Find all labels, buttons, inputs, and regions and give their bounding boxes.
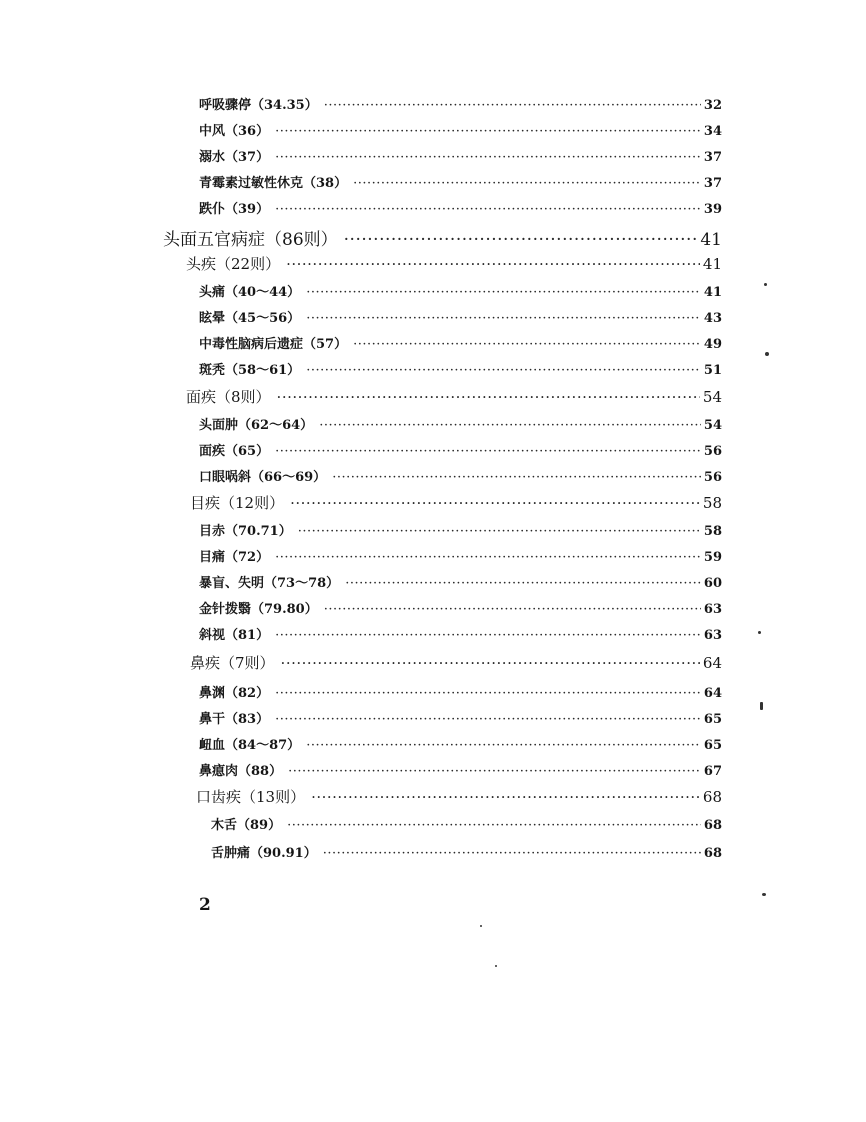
toc-entry-label: 木舌（89）: [211, 818, 282, 833]
toc-entry-label: 口齿疾（13则）: [196, 788, 306, 806]
dot-leader: [306, 738, 701, 753]
toc-entry-page: 56: [703, 444, 722, 459]
toc-entry-label: 鼻瘜肉（88）: [199, 764, 283, 779]
toc-entry-page: 68: [702, 788, 722, 806]
toc-entry-label: 暴盲、失明（73～78）: [199, 576, 340, 591]
toc-entry-page: 60: [703, 576, 722, 591]
toc-entry-label: 目赤（70.71）: [199, 524, 292, 539]
scan-speck: [758, 631, 761, 634]
dot-leader: [281, 654, 700, 672]
toc-entry-label: 面疾（8则）: [186, 388, 271, 406]
dot-leader: [275, 686, 701, 701]
toc-entry-page: 67: [703, 764, 722, 779]
toc-entry: [199, 708, 722, 727]
toc-entry-label: 头面肿（62～64）: [199, 418, 314, 433]
scan-speck: [762, 893, 766, 896]
toc-entry: [199, 307, 722, 326]
dot-leader: [345, 576, 701, 591]
toc-entry-page: 39: [703, 202, 722, 217]
toc-subsection-heading: [190, 652, 722, 673]
toc-entry-label: 头面五官病症（86则）: [163, 230, 338, 250]
dot-leader: [319, 418, 701, 433]
toc-entry: [199, 734, 722, 753]
dot-leader: [353, 176, 701, 191]
toc-section-heading: [163, 225, 722, 250]
scan-speck: [764, 283, 767, 286]
dot-leader: [275, 202, 701, 217]
dot-leader: [277, 388, 700, 406]
toc-entry-label: 目痛（72）: [199, 550, 270, 565]
dot-leader: [298, 524, 701, 539]
dot-leader: [275, 550, 701, 565]
page-number: 2: [199, 895, 211, 915]
toc-entry: [211, 842, 722, 861]
scan-speck: [765, 352, 769, 356]
toc-entry-label: 青霉素过敏性休克（38）: [199, 176, 348, 191]
toc-entry-label: 金针拨翳（79.80）: [199, 602, 318, 617]
toc-entry: [199, 172, 722, 191]
toc-entry-page: 65: [703, 712, 722, 727]
dot-leader: [353, 337, 701, 352]
toc-entry-label: 口眼㖞斜（66～69）: [199, 470, 327, 485]
toc-entry-page: 64: [703, 686, 722, 701]
toc-entry-label: 鼻渊（82）: [199, 686, 270, 701]
toc-entry-page: 41: [700, 230, 722, 250]
toc-entry-label: 溺水（37）: [199, 150, 270, 165]
toc-entry: [199, 146, 722, 165]
toc-entry-page: 63: [703, 602, 722, 617]
toc-entry: [199, 94, 722, 113]
toc-entry-label: 目疾（12则）: [190, 494, 285, 512]
toc-entry: [199, 440, 722, 459]
toc-entry-label: 斜视（81）: [199, 628, 270, 643]
toc-entry-page: 54: [703, 418, 722, 433]
toc-entry-page: 65: [703, 738, 722, 753]
dot-leader: [286, 255, 700, 273]
dot-leader: [275, 712, 701, 727]
toc-entry-page: 58: [702, 494, 722, 512]
dot-leader: [306, 363, 701, 378]
toc-entry: [199, 414, 722, 433]
toc-entry-page: 51: [703, 363, 722, 378]
toc-entry: [199, 520, 722, 539]
toc-entry-page: 59: [703, 550, 722, 565]
dot-leader: [275, 150, 701, 165]
toc-entry: [199, 760, 722, 779]
toc-entry-page: 63: [703, 628, 722, 643]
toc-entry-label: 鼻疾（7则）: [190, 654, 275, 672]
toc-entry: [199, 682, 722, 701]
toc-entry: [199, 598, 722, 617]
dot-leader: [275, 444, 701, 459]
toc-entry-label: 眩晕（45～56）: [199, 311, 301, 326]
dot-leader: [275, 628, 701, 643]
toc-subsection-heading: [186, 253, 722, 274]
toc-entry-page: 37: [703, 176, 722, 191]
toc-entry: [199, 572, 722, 591]
toc-entry-label: 鼻干（83）: [199, 712, 270, 727]
toc-entry-label: 中风（36）: [199, 124, 270, 139]
toc-entry: [199, 359, 722, 378]
toc-entry-label: 跌仆（39）: [199, 202, 270, 217]
toc-entry: [199, 546, 722, 565]
dot-leader: [324, 602, 701, 617]
dot-leader: [287, 818, 701, 833]
toc-subsection-heading: [196, 786, 722, 807]
dot-leader: [275, 124, 701, 139]
dot-leader: [324, 98, 701, 113]
toc-entry: [199, 466, 722, 485]
dot-leader: [288, 764, 701, 779]
toc-entry-label: 舌肿痛（90.91）: [211, 846, 317, 861]
toc-entry-label: 面疾（65）: [199, 444, 270, 459]
toc-entry-label: 头痛（40～44）: [199, 285, 301, 300]
toc-entry-page: 49: [703, 337, 722, 352]
toc-entry: [199, 624, 722, 643]
toc-entry-page: 34: [703, 124, 722, 139]
toc-entry-page: 54: [702, 388, 722, 406]
toc-entry-page: 68: [703, 818, 722, 833]
toc-entry: [199, 333, 722, 352]
dot-leader: [306, 285, 701, 300]
toc-entry-page: 64: [702, 654, 722, 672]
toc-entry-page: 41: [703, 285, 722, 300]
toc-subsection-heading: [190, 492, 722, 513]
toc-entry-page: 56: [703, 470, 722, 485]
toc-entry-page: 58: [703, 524, 722, 539]
scan-speck: [480, 925, 482, 927]
toc-entry: [199, 281, 722, 300]
dot-leader: [311, 788, 700, 806]
toc-entry-label: 呼吸骤停（34.35）: [199, 98, 318, 113]
toc-entry: [199, 120, 722, 139]
toc-entry-label: 衄血（84～87）: [199, 738, 301, 753]
toc-entry-page: 37: [703, 150, 722, 165]
toc-entry: [211, 814, 722, 833]
toc-subsection-heading: [186, 386, 722, 407]
toc-entry-page: 43: [703, 311, 722, 326]
scan-speck: [495, 965, 497, 967]
dot-leader: [332, 470, 701, 485]
dot-leader: [323, 846, 701, 861]
toc-entry-page: 68: [703, 846, 722, 861]
toc-entry-label: 斑秃（58～61）: [199, 363, 301, 378]
toc-entry-label: 头疾（22则）: [186, 255, 281, 273]
toc-entry-label: 中毒性脑病后遗症（57）: [199, 337, 348, 352]
dot-leader: [344, 230, 698, 250]
scan-speck: [760, 702, 763, 710]
toc-entry-page: 32: [703, 98, 722, 113]
dot-leader: [290, 494, 700, 512]
toc-entry-page: 41: [702, 255, 722, 273]
dot-leader: [306, 311, 701, 326]
toc-entry: [199, 198, 722, 217]
